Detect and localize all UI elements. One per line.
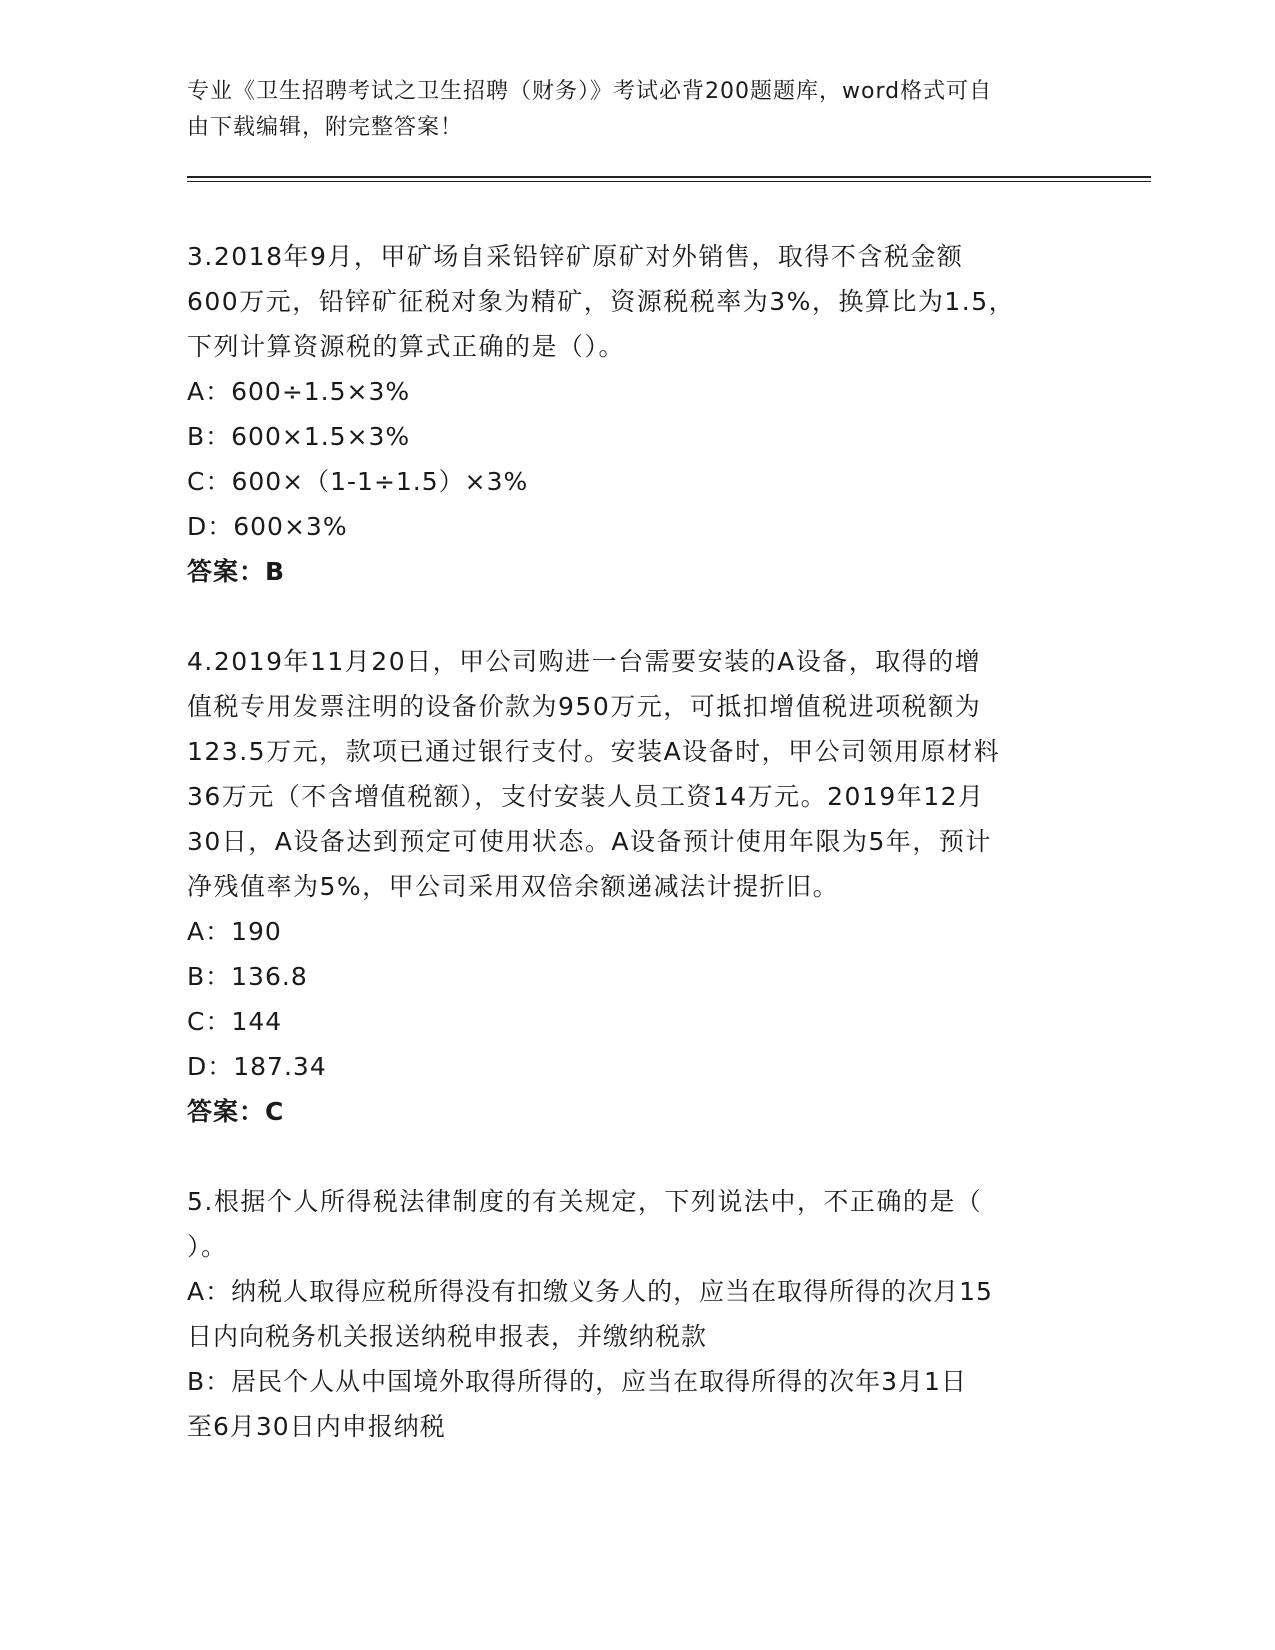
option-b: B：600×1.5×3% [187,422,411,451]
document-header [187,74,1067,146]
question-3 [187,234,1087,594]
option-b: B：136.8 [187,962,308,991]
option-a: A：190 [187,917,282,946]
option-a-continued: 日内向税务机关报送纳税申报表，并缴纳税款 [187,1322,708,1351]
question-stem-line: 值税专用发票注明的设备价款为950万元，可抵扣增值税进项税额为 [187,692,982,721]
question-list [187,234,1087,1449]
question-stem-line: 净残值率为5%，甲公司采用双倍余额递减法计提折旧。 [187,872,840,901]
question-stem-line: 3.2018年9月，甲矿场自采铅锌矿原矿对外销售，取得不含税金额 [187,242,964,271]
question-stem-line: 123.5万元，款项已通过银行支付。安装A设备时，甲公司领用原材料 [187,737,1001,766]
question-stem-line: 36万元（不含增值税额），支付安装人员工资14万元。2019年12月 [187,782,985,811]
option-b-continued: 至6月30日内申报纳税 [187,1412,446,1441]
option-a: A：纳税人取得应税所得没有扣缴义务人的，应当在取得所得的次月15 [187,1277,993,1306]
option-a: A：600÷1.5×3% [187,377,411,406]
option-c: C：600×（1-1÷1.5）×3% [187,467,529,496]
header-title-line-2: 由下载编辑，附完整答案！ [187,115,464,140]
header-divider [187,176,1151,182]
option-b: B：居民个人从中国境外取得所得的，应当在取得所得的次年3月1日 [187,1367,967,1396]
question-5 [187,1179,1087,1449]
answer: 答案：C [187,1097,285,1126]
option-d: D：187.34 [187,1052,327,1081]
answer: 答案：B [187,557,286,586]
question-stem-line: 下列计算资源税的算式正确的是（）。 [187,332,626,361]
question-stem-line: 5.根据个人所得税法律制度的有关规定，下列说法中，不正确的是（ [187,1187,983,1216]
option-d: D：600×3% [187,512,348,541]
option-c: C：144 [187,1007,283,1036]
header-title-line-1: 专业《卫生招聘考试之卫生招聘（财务）》考试必背200题题库，word格式可自 [187,79,993,104]
question-stem-line: 30日，A设备达到预定可使用状态。A设备预计使用年限为5年，预计 [187,827,992,856]
question-stem-line: 4.2019年11月20日，甲公司购进一台需要安装的A设备，取得的增 [187,647,982,676]
question-stem-line: 600万元，铅锌矿征税对象为精矿，资源税税率为3%，换算比为1.5， [187,287,1016,316]
question-stem-line: ）。 [187,1232,228,1261]
question-4 [187,639,1087,1134]
